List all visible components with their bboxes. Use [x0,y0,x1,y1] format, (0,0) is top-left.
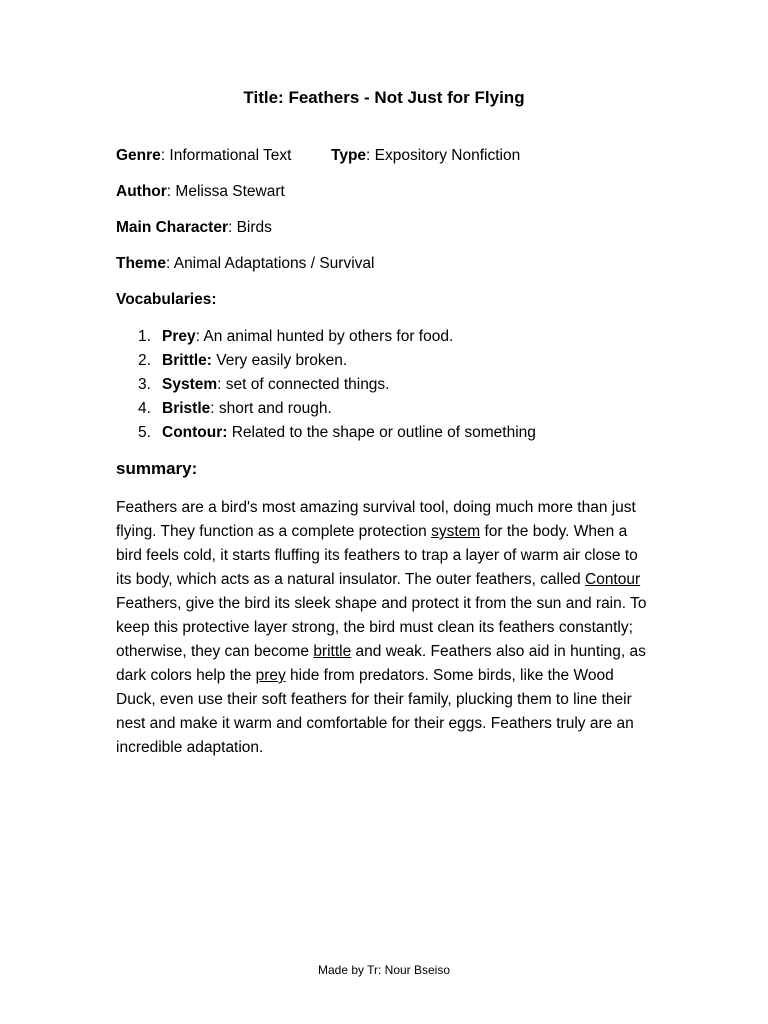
author-value: : Melissa Stewart [166,183,285,200]
underlined-word: system [431,523,481,540]
type-value: : Expository Nonfiction [366,147,521,164]
vocabulary-list [116,327,536,447]
vocabulary-number: 1. [138,328,151,345]
main-character-label: Main Character [116,219,228,236]
vocabulary-term: Prey [162,328,196,345]
vocabulary-number: 2. [138,352,151,369]
vocabulary-definition: Related to the shape or outline of something [227,424,536,441]
theme-field [116,255,374,273]
main-character-value: : Birds [227,219,272,236]
vocabularies-heading: Vocabularies: [116,291,217,308]
theme-value: : Animal Adaptations / Survival [165,255,375,272]
vocabulary-term: Contour: [162,424,228,441]
type-field [331,147,520,165]
summary-text: Feathers, give the bird its sleek shape and protect it from the sun and rain. To keep this protective layer strong, the bird must clean its feathers constantly; otherwise, they can become [116,595,647,660]
vocabulary-item [116,399,536,423]
summary-text: Feathers are a bird's most amazing survival tool, doing much more than just flying. They function as a complete protection [116,499,636,540]
summary-text: hide from predators. Some birds, like the Wood Duck, even use their soft feathers for their family, plucking them to line their nest and make it warm and comfortable for their eggs. Feathers truly are an incredible adaptation. [116,667,634,756]
genre-value: : Informational Text [160,147,292,164]
vocabulary-number: 3. [138,376,151,393]
page-title: Title: Feathers - Not Just for Flying [243,88,525,107]
author-label: Author [116,183,167,200]
vocabulary-item [116,351,536,375]
vocabulary-definition: : set of connected things. [217,376,390,393]
footer-credit: Made by Tr: Nour Bseiso [317,963,451,977]
vocabulary-definition: : short and rough. [210,400,332,417]
genre-field [116,147,291,165]
underlined-word: prey [255,667,286,684]
summary-heading: summary: [116,459,198,478]
summary-paragraph [116,496,656,760]
vocabulary-definition: : An animal hunted by others for food. [195,328,454,345]
theme-label: Theme [116,255,166,272]
vocabulary-number: 5. [138,424,151,441]
underlined-word: brittle [313,643,352,660]
vocabulary-number: 4. [138,400,151,417]
vocabulary-item [116,423,536,447]
vocabulary-term: Bristle [162,400,211,417]
vocabulary-definition: Very easily broken. [211,352,348,369]
genre-label: Genre [116,147,161,164]
vocabulary-item [116,375,536,399]
vocabulary-term: System [162,376,218,393]
main-character-field [116,219,272,237]
type-label: Type [331,147,367,164]
summary-text: for the body. When a bird feels cold, it starts fluffing its feathers to trap a layer of warm air close to its body, which acts as a natural insulator. The outer feathers, called [116,523,638,588]
summary-text: and weak. Feathers also aid in hunting, as dark colors help the [116,643,646,684]
author-field [116,183,285,201]
underlined-word: Contour [585,571,641,588]
vocabulary-term: Brittle: [162,352,212,369]
vocabulary-item [116,327,536,351]
